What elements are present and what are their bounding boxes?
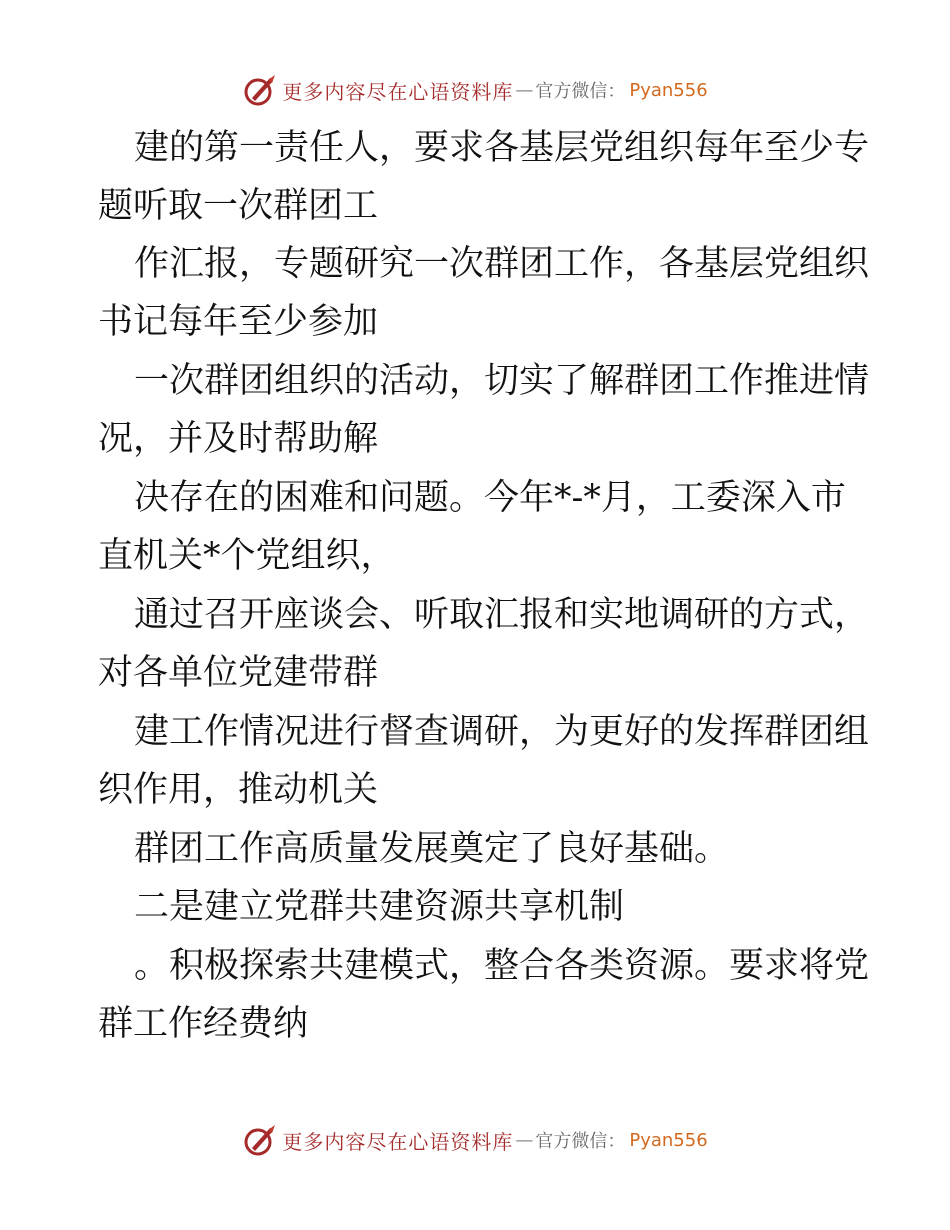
body-line-1: 建的第一责任人，要求各基层党组织每年至少专 <box>134 128 870 168</box>
body-line-4: 书记每年至少参加 <box>98 302 379 342</box>
body-line-9: 通过召开座谈会、听取汇报和实地调研的方式， <box>134 595 870 635</box>
header-dash: — <box>515 79 534 101</box>
footer-site-text: 更多内容尽在心语资料库 <box>282 1129 514 1154</box>
footer-banner <box>0 1120 950 1160</box>
footer-dash: — <box>515 1129 534 1151</box>
footer-wechat-label: 官方微信： <box>535 1131 626 1152</box>
footer-wechat-id: Pyan556 <box>629 1129 708 1151</box>
body-line-3: 作汇报，专题研究一次群团工作，各基层党组织 <box>134 244 870 284</box>
body-line-13: 群团工作高质量发展奠定了良好基础。 <box>134 829 730 869</box>
body-line-11: 建工作情况进行督查调研，为更好的发挥群团组 <box>134 712 870 752</box>
body-line-10: 对各单位党建带群 <box>98 653 379 693</box>
body-line-8: 直机关*个党组织， <box>98 536 396 576</box>
body-line-5: 一次群团组织的活动，切实了解群团工作推进情 <box>134 361 870 401</box>
header-site-text: 更多内容尽在心语资料库 <box>282 79 514 104</box>
body-line-2: 题听取一次群团工 <box>98 186 379 226</box>
header-banner <box>0 70 950 110</box>
body-line-14: 二是建立党群共建资源共享机制 <box>134 887 625 927</box>
header-wechat-label: 官方微信： <box>535 81 626 102</box>
header-wechat-id: Pyan556 <box>629 79 708 101</box>
body-line-12: 织作用，推动机关 <box>98 770 379 810</box>
quill-pen-logo-icon <box>242 72 278 108</box>
body-line-15: 。积极探索共建模式，整合各类资源。要求将党 <box>134 946 870 986</box>
quill-pen-logo-icon <box>242 1122 278 1158</box>
body-line-7: 决存在的困难和问题。今年*-*月，工委深入市 <box>134 478 846 518</box>
body-line-16: 群工作经费纳 <box>98 1004 309 1044</box>
body-line-6: 况，并及时帮助解 <box>98 419 379 459</box>
